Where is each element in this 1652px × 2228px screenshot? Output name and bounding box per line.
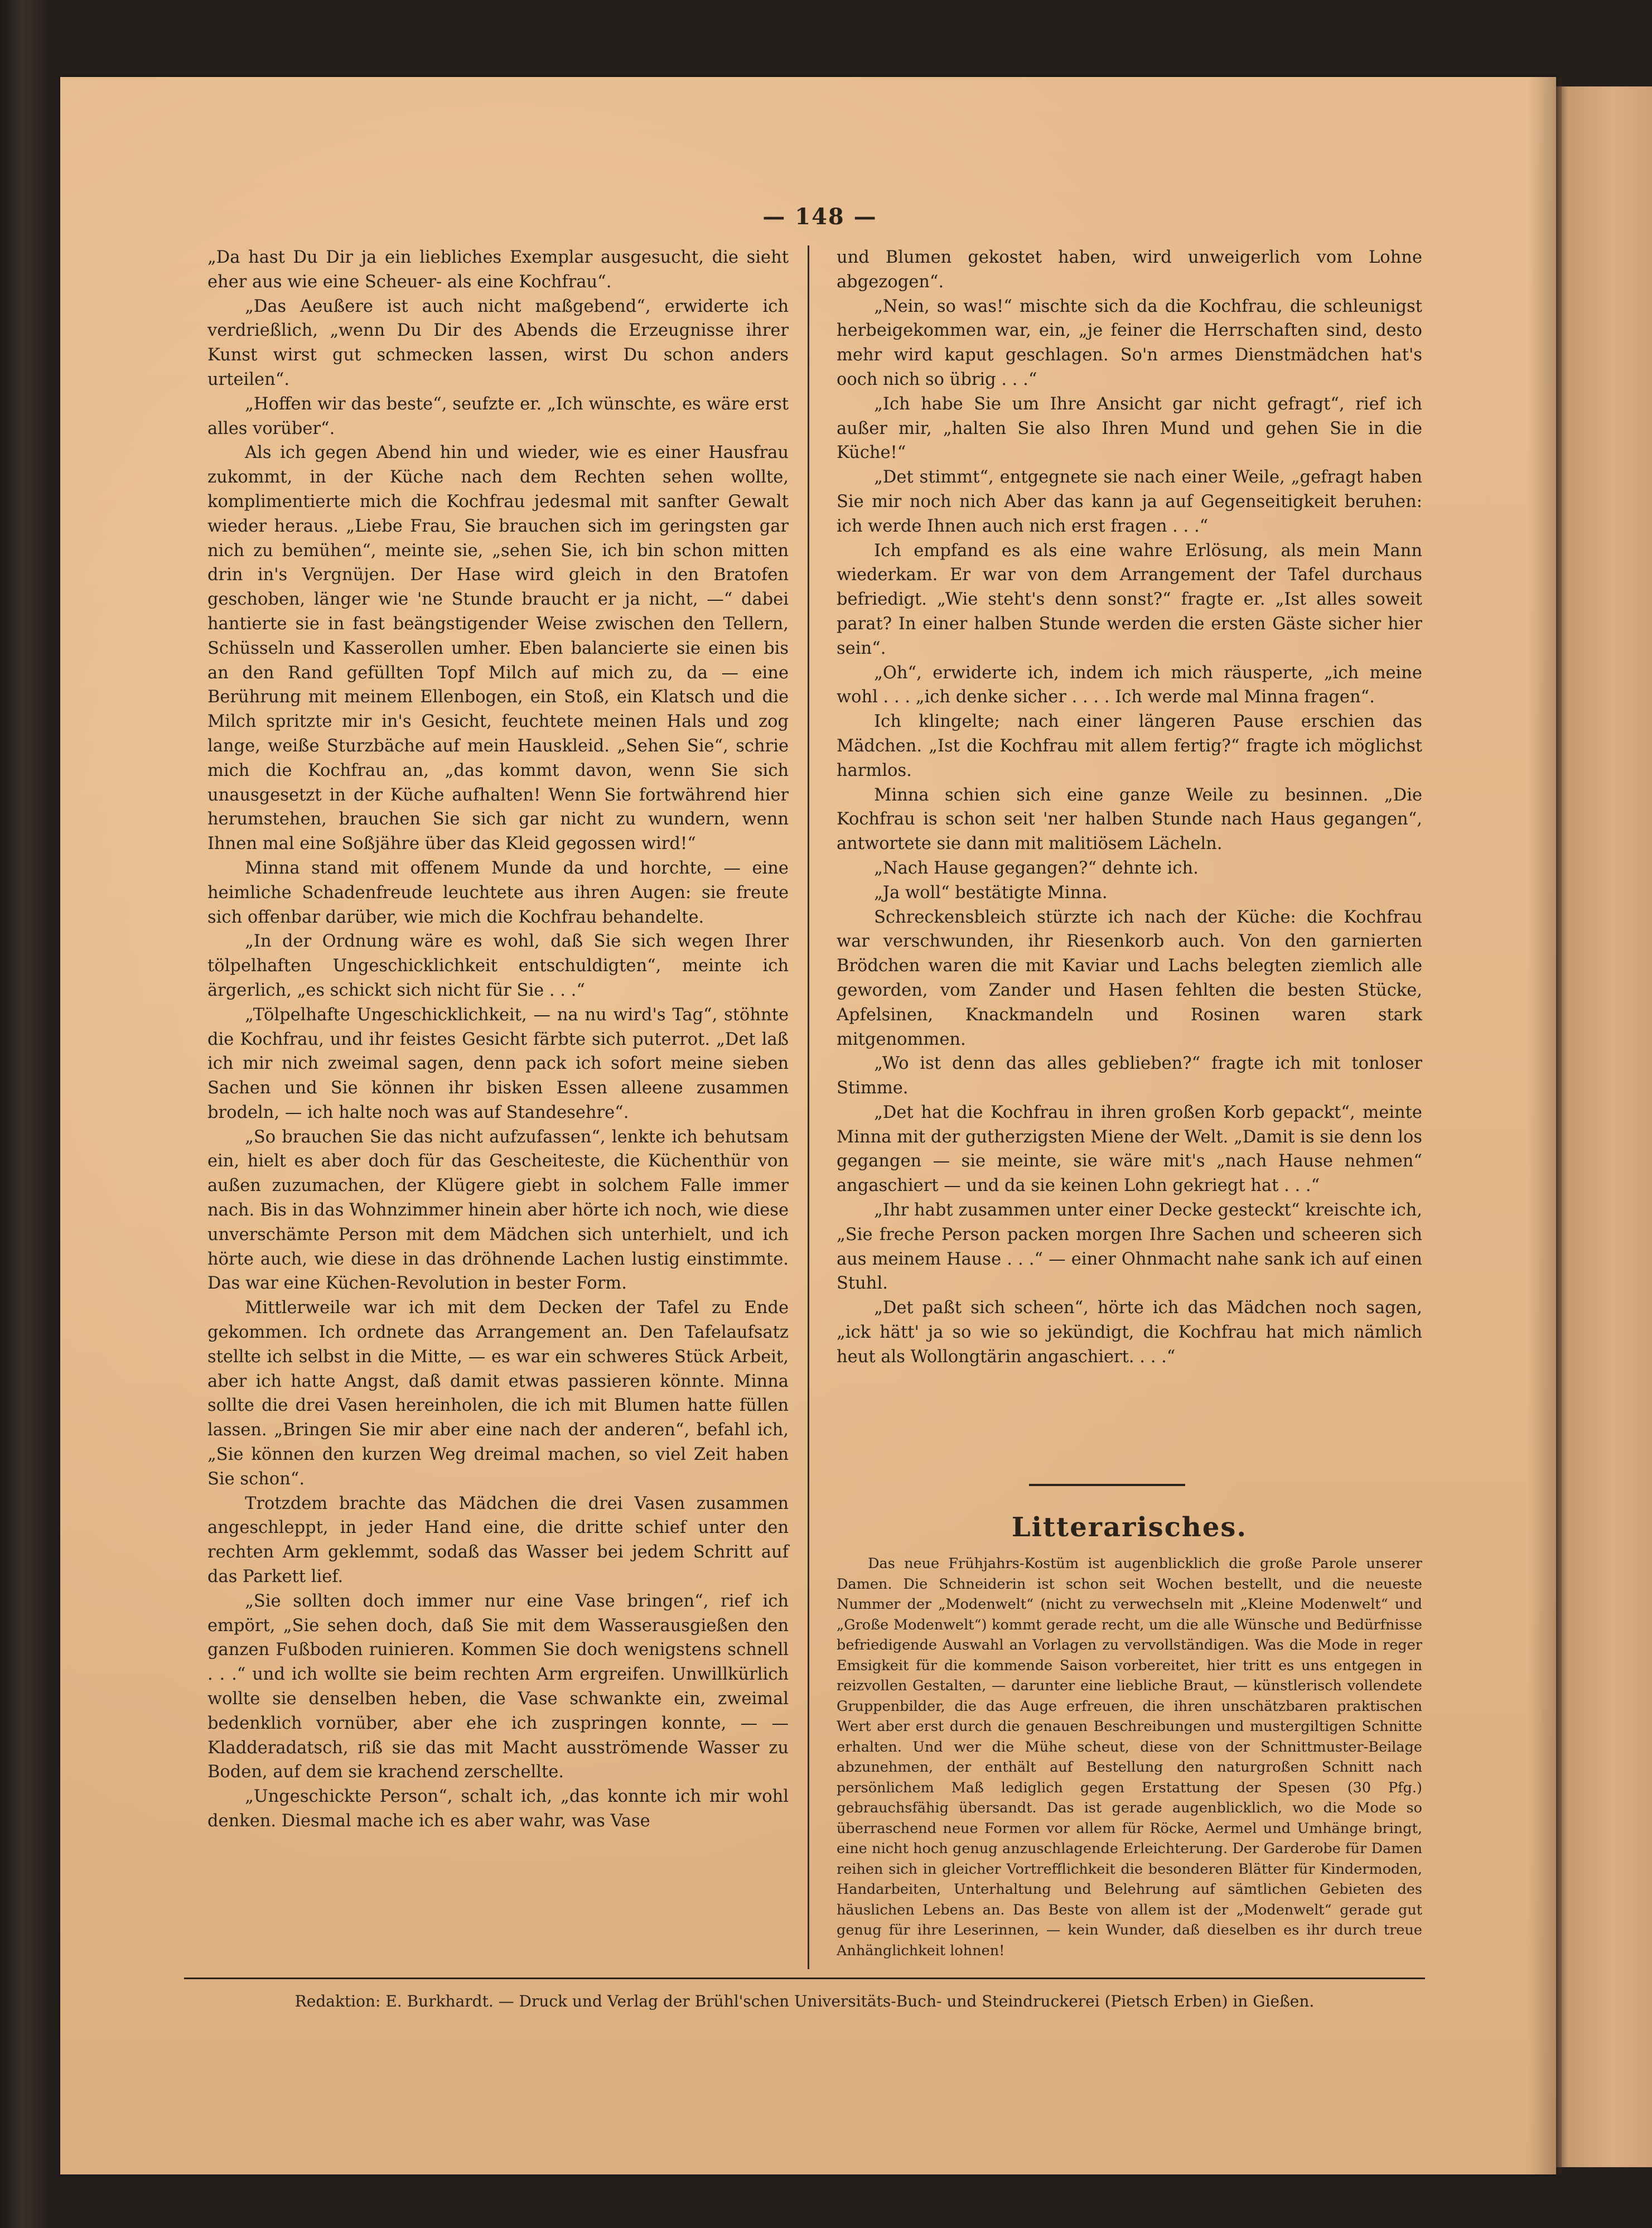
paragraph: „In der Ordnung wäre es wohl, daß Sie sich wegen Ihrer tölpelhaften Ungeschicklichkeit entschuldigten“, meinte ich ärgerlich, „es schickt sich nicht für Sie . . .“ [207,932,789,1000]
column-divider [808,245,809,1969]
paragraph: Als ich gegen Abend hin und wieder, wie es einer Hausfrau zukommt, in der Küche nach dem Rechten sehen wollte, komplimentierte mich die Kochfrau jedesmal mit sanfter Gewalt wieder heraus. „Liebe Frau, Sie brauchen sich im geringsten gar nich zu bemühen“, meinte sie, „sehen Sie, ich bin schon mitten drin in's Vergnüjen. Der Hase wird gleich in den Bratofen geschoben, länger wie 'ne Stunde braucht er ja nicht, —“ dabei hantierte sie in fast beängstigender Weise zwischen den Tellern, Schüsseln und Kasserollen umher. Eben balancierte sie einen bis an den Rand gefüllten Topf Milch auf mich zu, da — eine Berührung mit meinem Ellenbogen, ein Stoß, ein Klatsch und die Milch spritzte mir in's Gesicht, feuchtete meinen Hals und zog lange, weiße Sturzbäche auf mein Hauskleid. „Sehen Sie“, schrie mich die Kochfrau an, „das kommt davon, wenn Sie sich unausgesetzt in der Küche aufhalten! Wenn Sie fortwährend hier herumstehen, brauchen Sie sich gar nicht zu wundern, wenn Ihnen mal eine Soßjähre über das Kleid gegossen wird!“ [207,443,789,854]
paragraph: „Ich habe Sie um Ihre Ansicht gar nicht gefragt“, rief ich außer mir, „halten Sie also Ihren Mund und gehen Sie in die Küche!“ [837,394,1422,463]
review-paragraph: Das neue Frühjahrs-Kostüm ist augenblicklich die große Parole unserer Damen. Die Schneiderin ist schon seit Wochen bestellt, und die neueste Nummer der „Modenwelt“ (nicht zu verwechseln mit „Kleine Modenwelt“ und „Große Modenwelt“) kommt gerade recht, um die alle Wünsche und Bedürfnisse befriedigende Auswahl an Vorlagen zu vervollständigen. Was die Mode in reger Emsigkeit für die kommende Saison vorbereitet, hier tritt es uns entgegen in reizvollen Gestalten, — darunter eine liebliche Braut, — künstlerisch vollendete Gruppenbilder, die das Auge erfreuen, die ihren unschätzbaren praktischen Wert aber erst durch die genauen Beschreibungen und mustergiltigen Schnitte erhalten. Und wer die Mühe scheut, diese von der Schnittmuster-Beilage abzunehmen, der enthält auf Bestellung den naturgroßen Schnitt nach persönlichem Maß lediglich gegen Erstattung der Spesen (30 Pfg.) gebrauchsfähig übersandt. Das ist gerade augenblicklich, wo die Mode so überraschend neue Formen vor allem für Röcke, Aermel und Umhänge bringt, eine nicht hoch genug anzuschlagende Erleichterung. Der Garderobe für Damen reihen sich in gleicher Vortrefflichkeit die besonderen Blätter für Kindermoden, Handarbeiten, Unterhaltung und Belehrung auf sämtlichen Gebieten des häuslichen Lebens an. Das Beste von allem ist der „Modenwelt“ gerade gut genug für ihre Leserinnen, — kein Wunder, daß dieselben es ihr durch treue Anhänglichkeit lohnen! [837,1555,1422,1959]
paragraph: Minna schien sich eine ganze Weile zu besinnen. „Die Kochfrau is schon seit 'ner halben Stunde nach Haus gegangen“, antwortete sie dann mit malitiösem Lächeln. [837,785,1422,854]
paragraph: „Nach Hause gegangen?“ dehnte ich. [874,858,1199,878]
adjacent-page-edge [1556,86,1652,2167]
literature-review [837,1554,1422,1961]
paragraph: und Blumen gekostet haben, wird unweigerlich vom Lohne abgezogen“. [837,248,1422,292]
paragraph: Minna stand mit offenem Munde da und horchte, — eine heimliche Schadenfreude leuchtete aus ihren Augen: sie freute sich offenbar darüber, wie mich die Kochfrau behandelte. [207,858,789,927]
paragraph: „Tölpelhafte Ungeschicklichkeit, — na nu wird's Tag“, stöhnte die Kochfrau, und ihr feistes Gesicht färbte sich puterrot. „Det laß ich mir nich zweimal sagen, denn pack ich sofort meine sieben Sachen und Sie können ihr bisken Essen alleene zusammen brodeln, — ich halte noch was auf Standesehre“. [207,1005,789,1122]
imprint-footer: Redaktion: E. Burkhardt. — Druck und Verlag der Brühl'schen Universitäts-Buch- und Steindruckerei (Pietsch Erben) in Gießen. [294,1992,1315,2010]
paragraph: „So brauchen Sie das nicht aufzufassen“, lenkte ich behutsam ein, hielt es aber doch für das Gescheiteste, die Küchenthür von außen zuzumachen, der Klügere giebt in solchem Falle immer nach. Bis in das Wohnzimmer hinein aber hörte ich noch, wie diese unverschämte Person mit dem Mädchen sich unterhielt, und ich hörte auch, wie diese in das dröhnende Lachen lustig einstimmte. Das war eine Küchen-Revolution in bester Form. [207,1127,789,1294]
left-text-column [207,245,789,1834]
section-rule [1029,1484,1185,1486]
paragraph: Schreckensbleich stürzte ich nach der Küche: die Kochfrau war verschwunden, ihr Riesenkorb auch. Von den garnierten Brödchen waren die mit Kaviar und Lachs belegten ziemlich alle geworden, vom Zander und Hasen fehlten die besten Stücke, Apfelsinen, Knackmandeln und Rosinen waren stark mitgenommen. [837,907,1422,1049]
gutter-shadow [1528,77,1562,2174]
paragraph: „Wo ist denn das alles geblieben?“ fragte ich mit tonloser Stimme. [837,1054,1422,1098]
page-number: — 148 — [762,204,877,230]
paragraph: „Nein, so was!“ mischte sich da die Kochfrau, die schleunigst herbeigekommen war, ein, „je feiner die Herrschaften sind, desto mehr wird kaput geschlagen. So'n armes Dienstmädchen hat's ooch nich so übrig . . .“ [837,296,1422,389]
paragraph: „Det hat die Kochfrau in ihren großen Korb gepackt“, meinte Minna mit der gutherzigsten Miene der Welt. „Damit is sie denn los gegangen — sie meinte, sie wäre mit's „nach Hause nehmen“ angaschiert — und da sie keinen Lohn gekriegt hat . . .“ [837,1102,1422,1196]
paragraph: „Ihr habt zusammen unter einer Decke gesteckt“ kreischte ich, „Sie freche Person packen morgen Ihre Sachen und scheeren sich aus meinem Hause . . .“ — einer Ohnmacht nahe sank ich auf einen Stuhl. [837,1200,1422,1294]
paragraph: „Das Aeußere ist auch nicht maßgebend“, erwiderte ich verdrießlich, „wenn Du Dir des Abends die Erzeugnisse ihrer Kunst wirst gut schmecken lassen, wirst Du schon anders urteilen“. [207,296,789,389]
footer-rule [184,1978,1425,1979]
paragraph: Ich klingelte; nach einer längeren Pause erschien das Mädchen. „Ist die Kochfrau mit allem fertig?“ fragte ich möglichst harmlos. [837,712,1422,780]
paragraph: „Hoffen wir das beste“, seufzte er. „Ich wünschte, es wäre erst alles vorüber“. [207,394,789,438]
paragraph: Mittlerweile war ich mit dem Decken der Tafel zu Ende gekommen. Ich ordnete das Arrangement an. Den Tafelaufsatz stellte ich selbst in die Mitte, — es war ein schweres Stück Arbeit, aber ich hatte Angst, daß damit etwas passieren könnte. Minna sollte die drei Vasen hereinholen, die ich mit Blumen hatte füllen lassen. „Bringen Sie mir aber eine nach der anderen“, befahl ich, „Sie können den kurzen Weg dreimal machen, so viel Zeit haben Sie schon“. [207,1298,789,1489]
paragraph: Trotzdem brachte das Mädchen die drei Vasen zusammen angeschleppt, in jeder Hand eine, die dritte schief unter den rechten Arm geklemmt, sodaß das Wasser bei jedem Schritt auf das Parkett lief. [207,1493,789,1587]
paragraph: „Sie sollten doch immer nur eine Vase bringen“, rief ich empört, „Sie sehen doch, daß Sie mit dem Wasserausgießen den ganzen Fußboden ruinieren. Kommen Sie doch wenigstens schnell . . .“ und ich wollte sie beim rechten Arm ergreifen. Unwillkürlich wollte sie denselben heben, die Vase schwankte ein, zweimal bedenklich vornüber, aber ehe ich zuspringen konnte, — — Kladderadatsch, riß sie das mit Macht ausströmende Wasser zu Boden, auf dem sie krachend zerschellte. [207,1591,789,1782]
paragraph: „Da hast Du Dir ja ein liebliches Exemplar ausgesucht, die sieht eher aus wie eine Scheuer- als eine Kochfrau“. [207,248,789,292]
paragraph: „Det stimmt“, entgegnete sie nach einer Weile, „gefragt haben Sie mir noch nich Aber das kann ja auf Gegenseitigkeit beruhen: ich werde Ihnen auch nich erst fragen . . .“ [837,467,1422,536]
paragraph: „Ja woll“ bestätigte Minna. [874,882,1108,903]
section-heading: Litterarisches. [1011,1512,1248,1543]
paragraph: „Oh“, erwiderte ich, indem ich mich räusperte, „ich meine wohl . . . „ich denke sicher . . . . Ich werde mal Minna fragen“. [837,663,1422,707]
paragraph: „Ungeschickte Person“, schalt ich, „das konnte ich mir wohl denken. Diesmal mache ich es aber wahr, was Vase [207,1787,789,1831]
paragraph: Ich empfand es als eine wahre Erlösung, als mein Mann wiederkam. Er war von dem Arrangement der Tafel durchaus befriedigt. „Wie steht's denn sonst?“ fragte er. „Ist alles soweit parat? In einer halben Stunde werden die ersten Gäste sicher hier sein“. [837,541,1422,658]
right-text-column [837,245,1422,1369]
paragraph: „Det paßt sich scheen“, hörte ich das Mädchen noch sagen, „ick hätt' ja so wie so jekündigt, die Kochfrau hat mich nämlich heut als Wollongtärin angaschiert. . . .“ [837,1298,1422,1367]
